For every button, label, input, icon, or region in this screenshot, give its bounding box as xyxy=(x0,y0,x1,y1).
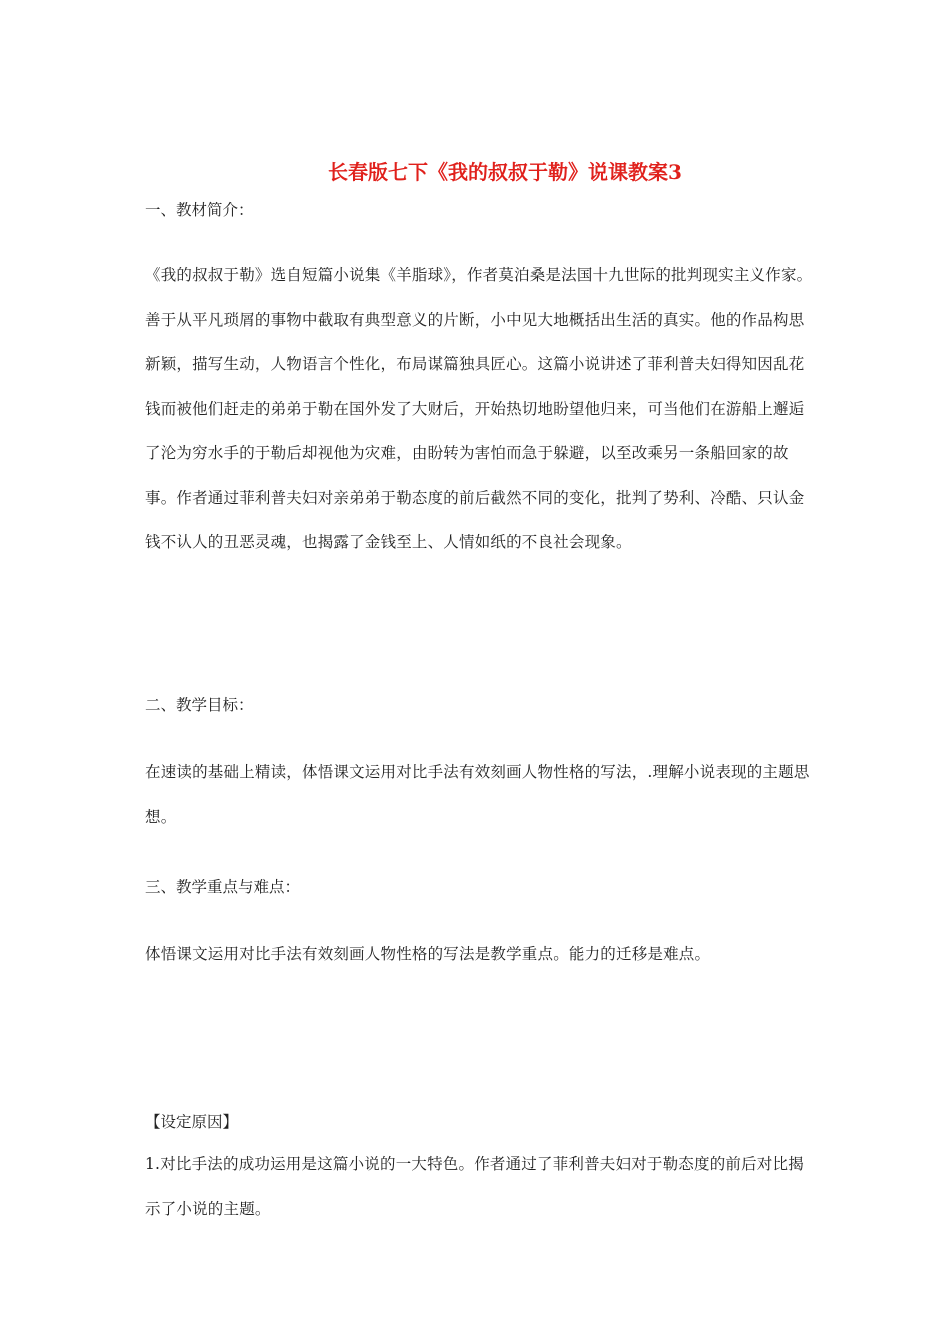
section-body-intro xyxy=(145,253,815,565)
section-heading-intro: 一、教材简介： xyxy=(145,201,254,219)
section-body-focus xyxy=(145,932,815,977)
paragraph: 在速读的基础上精读，体悟课文运用对比手法有效刻画人物性格的写法，.理解小说表现的主题思想。 xyxy=(145,763,810,826)
paragraph: 1.对比手法的成功运用是这篇小说的一大特色。作者通过了菲利普夫妇对于勒态度的前后对比揭示了小说的主题。 xyxy=(145,1155,804,1218)
section-body-reasons xyxy=(145,1142,815,1231)
paragraph: 体悟课文运用对比手法有效刻画人物性格的写法是教学重点。能力的迁移是难点。 xyxy=(145,945,711,963)
section-heading-goals: 二、教学目标： xyxy=(145,696,254,714)
section-body-goals xyxy=(145,750,815,839)
document-title: 长春版七下《我的叔叔于勒》说课教案3 xyxy=(328,160,682,184)
paragraph: 《我的叔叔于勒》选自短篇小说集《羊脂球》，作者莫泊桑是法国十九世际的批判现实主义作家。善于从平凡琐屑的事物中截取有典型意义的片断，小中见大地概括出生活的真实。他的作品构思新颖，描写生动，人物语言个性化，布局谋篇独具匠心。这篇小说讲述了菲利普夫妇得知因乱花钱而被他们赶走的弟弟于勒在国外发了大财后，开始热切地盼望他归来，可当他们在游船上邂逅了沦为穷水手的于勒后却视他为灾难，由盼转为害怕而急于躲避，以至改乘另一条船回家的故事。作者通过菲利普夫妇对亲弟弟于勒态度的前后截然不同的变化，批判了势利、冷酷、只认金钱不认人的丑恶灵魂，也揭露了金钱至上、人情如纸的不良社会现象。 xyxy=(145,266,813,551)
section-heading-reasons: 【设定原因】 xyxy=(145,1113,239,1131)
section-heading-focus: 三、教学重点与难点： xyxy=(145,878,301,896)
